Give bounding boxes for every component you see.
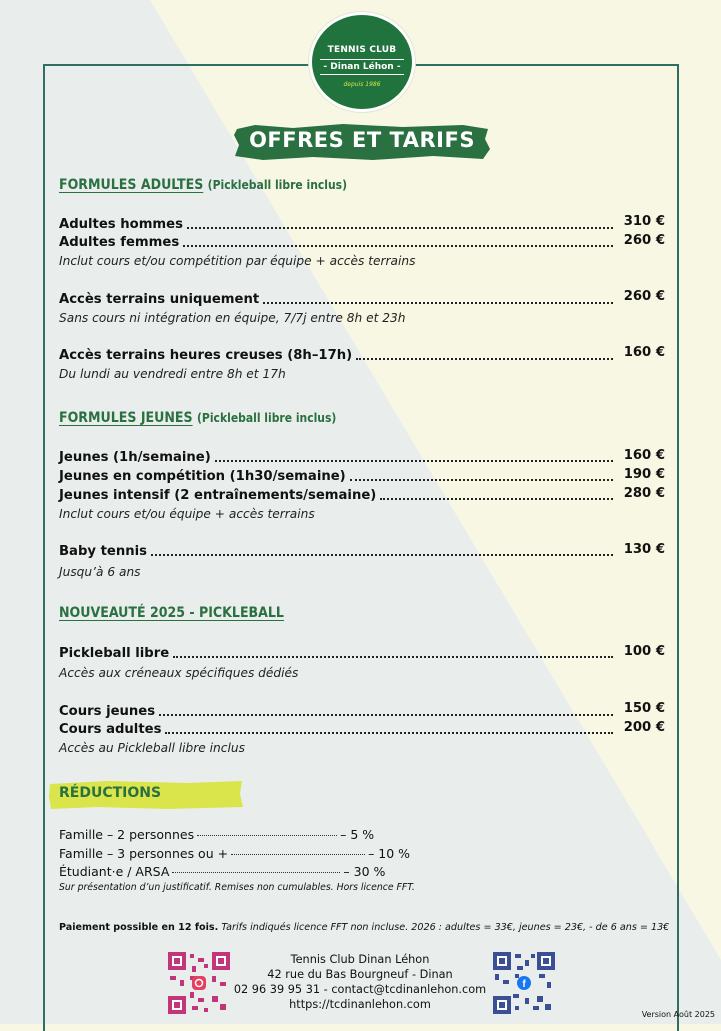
payment-info bbox=[59, 922, 669, 933]
row-label: Cours adultes bbox=[59, 722, 162, 737]
row-label: Adultes hommes bbox=[59, 217, 183, 232]
dot-leader bbox=[197, 835, 337, 836]
row-price: 130 € bbox=[623, 542, 665, 557]
price-row bbox=[59, 449, 615, 466]
section-jeunes-heading bbox=[59, 410, 336, 426]
row-label: Accès terrains uniquement bbox=[59, 292, 260, 307]
row-price: 260 € bbox=[623, 233, 665, 248]
price-row bbox=[59, 234, 615, 251]
dot-leader bbox=[173, 656, 613, 658]
price-row bbox=[59, 703, 615, 720]
section-pickleball-title: NOUVEAUTÉ 2025 - PICKLEBALL bbox=[59, 605, 284, 621]
section-adultes-heading bbox=[59, 177, 347, 193]
reduction-item bbox=[59, 827, 374, 842]
reduction-item bbox=[59, 864, 385, 879]
section-adultes-subtitle: (Pickleball libre inclus) bbox=[207, 178, 348, 192]
row-note: Inclut cours et/ou équipe + accès terrains bbox=[59, 507, 315, 521]
contact-address: 42 rue du Bas Bourgneuf - Dinan bbox=[267, 968, 453, 981]
payment-bold: Paiement possible en 12 fois. bbox=[59, 922, 219, 933]
price-row bbox=[59, 487, 615, 504]
logo-line2: - Dinan Léhon - bbox=[320, 59, 404, 75]
row-note: Accès au Pickleball libre inclus bbox=[59, 741, 245, 755]
price-row bbox=[59, 347, 615, 364]
dot-leader bbox=[215, 460, 613, 462]
row-note: Du lundi au vendredi entre 8h et 17h bbox=[59, 367, 286, 381]
price-row bbox=[59, 645, 615, 662]
row-price: 310 € bbox=[623, 214, 665, 229]
dot-leader bbox=[380, 498, 613, 500]
price-row bbox=[59, 721, 615, 738]
section-pickleball-heading bbox=[59, 605, 284, 621]
reduction-value: – 30 % bbox=[343, 864, 386, 879]
row-price: 280 € bbox=[623, 486, 665, 501]
dot-leader bbox=[350, 479, 613, 481]
dot-leader bbox=[165, 732, 613, 734]
section-adultes-title: FORMULES ADULTES bbox=[59, 177, 204, 193]
dot-leader bbox=[356, 358, 613, 360]
section-jeunes-title: FORMULES JEUNES bbox=[59, 410, 193, 426]
row-label: Pickleball libre bbox=[59, 646, 170, 661]
row-note: Accès aux créneaux spécifiques dédiés bbox=[59, 666, 299, 680]
svg-text:f: f bbox=[522, 979, 526, 990]
dot-leader bbox=[231, 854, 365, 855]
payment-italic: Tarifs indiqués licence FFT non incluse. 2026 : adultes = 33€, jeunes = 23€, - de 6 ans = 13€ bbox=[221, 922, 670, 933]
page-title: OFFRES ET TARIFS bbox=[249, 128, 475, 152]
version-label: Version Août 2025 bbox=[641, 1010, 715, 1019]
dot-leader bbox=[187, 227, 613, 229]
row-label: Adultes femmes bbox=[59, 235, 180, 250]
contact-website[interactable]: https://tcdinanlehon.com bbox=[289, 998, 431, 1011]
row-price: 160 € bbox=[623, 345, 665, 360]
price-row bbox=[59, 543, 615, 560]
dot-leader bbox=[263, 302, 613, 304]
reductions-title: RÉDUCTIONS bbox=[59, 785, 162, 801]
reductions-note: Sur présentation d’un justificatif. Remises non cumulables. Hors licence FFT. bbox=[59, 882, 415, 893]
reduction-value: – 5 % bbox=[340, 827, 375, 842]
row-price: 100 € bbox=[623, 644, 665, 659]
row-price: 160 € bbox=[623, 448, 665, 463]
reduction-value: – 10 % bbox=[368, 846, 411, 861]
reduction-label: Étudiant·e / ARSA bbox=[59, 864, 170, 879]
row-price: 260 € bbox=[623, 289, 665, 304]
price-row bbox=[59, 468, 615, 485]
row-note: Inclut cours et/ou compétition par équipe + accès terrains bbox=[59, 254, 416, 268]
dot-leader bbox=[151, 554, 613, 556]
contact-block bbox=[200, 952, 520, 1012]
row-price: 190 € bbox=[623, 467, 665, 482]
logo-line1: TENNIS CLUB bbox=[327, 45, 397, 55]
row-price: 200 € bbox=[623, 720, 665, 735]
dot-leader bbox=[159, 714, 613, 716]
row-note: Sans cours ni intégration en équipe, 7/7j entre 8h et 23h bbox=[59, 311, 406, 325]
row-label: Jeunes intensif (2 entraînements/semaine) bbox=[59, 488, 377, 503]
dot-leader bbox=[172, 872, 340, 873]
row-label: Baby tennis bbox=[59, 544, 147, 559]
logo-line3: depuis 1986 bbox=[343, 81, 381, 88]
reduction-item bbox=[59, 846, 410, 861]
row-label: Accès terrains heures creuses (8h–17h) bbox=[59, 348, 353, 363]
price-row bbox=[59, 216, 615, 233]
row-label: Jeunes (1h/semaine) bbox=[59, 450, 211, 465]
dot-leader bbox=[183, 245, 613, 247]
reduction-label: Famille – 2 personnes bbox=[59, 827, 195, 842]
section-jeunes-subtitle: (Pickleball libre inclus) bbox=[197, 411, 337, 425]
contact-name: Tennis Club Dinan Léhon bbox=[290, 953, 430, 966]
row-label: Jeunes en compétition (1h30/semaine) bbox=[59, 469, 346, 484]
club-logo bbox=[309, 12, 415, 112]
row-price: 150 € bbox=[623, 701, 665, 716]
row-note: Jusqu’à 6 ans bbox=[59, 565, 141, 579]
contact-phone-email[interactable]: 02 96 39 95 31 - contact@tcdinanlehon.com bbox=[233, 983, 487, 996]
price-row bbox=[59, 291, 615, 308]
row-label: Cours jeunes bbox=[59, 704, 156, 719]
reduction-label: Famille – 3 personnes ou + bbox=[59, 846, 229, 861]
